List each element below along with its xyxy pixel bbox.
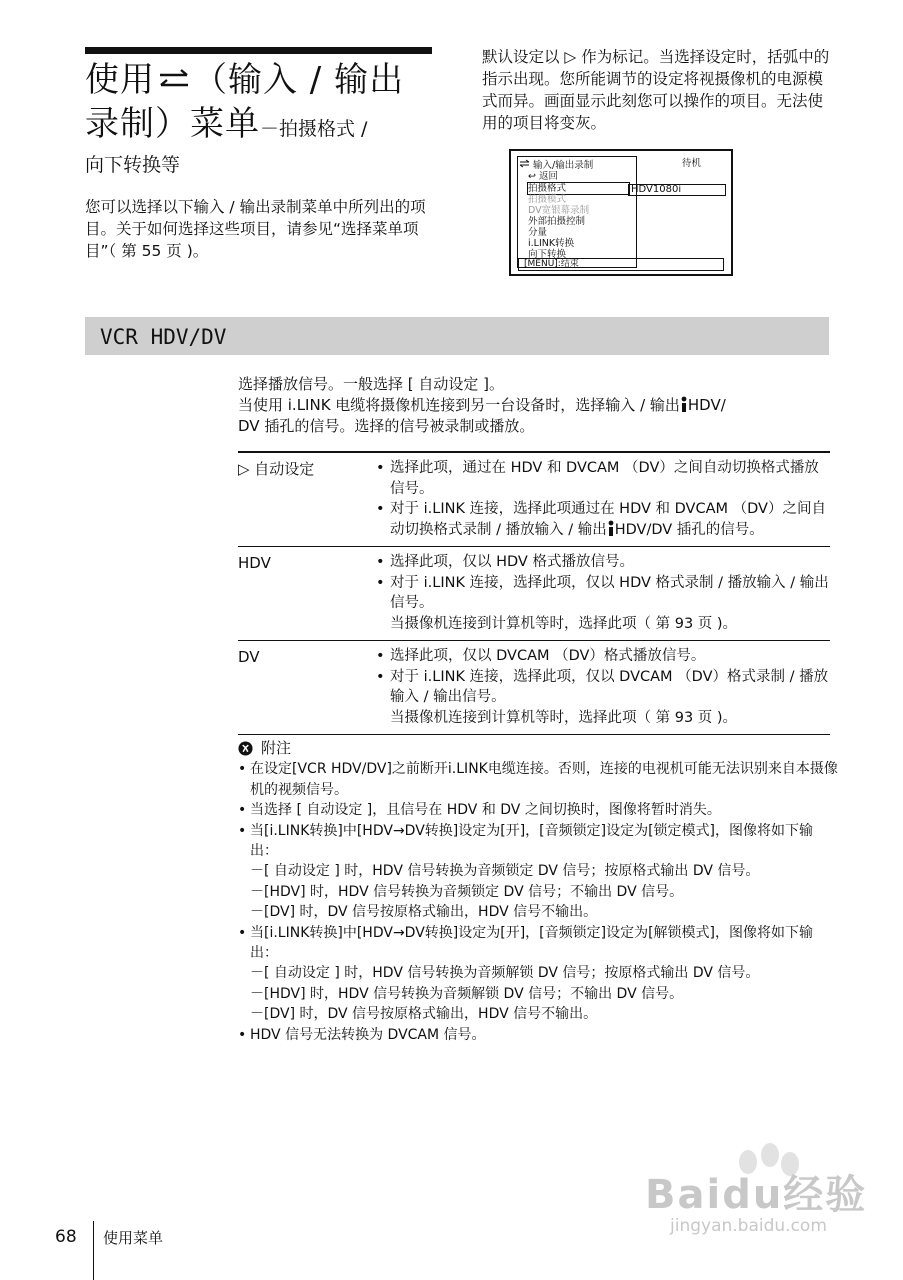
note-subitem: －[ 自动设定 ] 时，HDV 信号转换为音频锁定 DV 信号；按原格式输出 DV 信号。 <box>250 863 760 880</box>
footer-divider <box>93 1221 94 1280</box>
option-desc: • 对于 i.LINK 连接，选择此项通过在 HDV 和 DVCAM （DV）之间自动切换格式录制 / 播放输入 / 输出 HDV/DV 插孔的信号。 <box>374 499 830 540</box>
screen-return: ↩ 返回 <box>528 171 559 182</box>
option-desc: • 选择此项，仅以 DVCAM （DV）格式播放信号。 <box>374 646 830 667</box>
page-title <box>85 58 445 179</box>
option-desc: • 对于 i.LINK 连接，选择此项，仅以 HDV 格式录制 / 播放输入 / 输出信号。 <box>374 573 830 614</box>
ilink-icon <box>680 396 688 412</box>
watermark-brand: Baidu经验 <box>645 1172 868 1218</box>
note-item: • HDV 信号无法转换为 DVCAM 信号。 <box>238 1025 838 1045</box>
screen-menu-title: 输入/输出录制 <box>519 159 593 171</box>
note-item: • 当选择 [ 自动设定 ]，且信号在 HDV 和 DV 之间切换时，图像将暂时消失。 <box>238 800 838 820</box>
watermark-url: jingyan.baidu.com <box>670 1216 827 1236</box>
option-label: ▷ 自动设定 <box>238 460 315 478</box>
menu-screen-illustration <box>509 149 733 276</box>
note-subitem: －[HDV] 时，HDV 信号转换为音频解锁 DV 信号；不输出 DV 信号。 <box>250 985 684 1002</box>
screen-status: 待机 <box>681 158 701 169</box>
description-line: 选择播放信号。一般选择 [ 自动设定 ]。 <box>238 375 505 393</box>
option-desc: • 对于 i.LINK 连接，选择此项，仅以 DVCAM （DV）格式录制 / 播放输入 / 输出信号。 <box>374 667 830 708</box>
title-rule <box>85 47 432 54</box>
note-subitem: －[ 自动设定 ] 时，HDV 信号转换为音频解锁 DV 信号；按原格式输出 DV 信号。 <box>250 965 760 982</box>
default-note: 默认设定以 ▷ 作为标记。当选择设定时，括弧中的指示出现。您所能调节的设定将视摄像机的电源模式而异。画面显示此刻您可以操作的项目。无法使用的项目将变灰。 <box>482 48 830 132</box>
options-table <box>238 451 830 735</box>
screen-item-selected: 拍摄格式 <box>528 183 629 194</box>
option-label: DV <box>238 648 260 666</box>
notes <box>238 738 838 1045</box>
screen-footer: [MENU]:结束 <box>518 258 724 271</box>
title-text-3: 录制）菜单 <box>85 104 260 144</box>
input-output-icon <box>519 159 530 168</box>
table-row <box>238 453 830 547</box>
description-line: 当使用 i.LINK 电缆将摄像机连接到另一台设备时，选择输入 / 输出 HDV/ <box>238 396 726 414</box>
note-item: • 当[i.LINK转换]中[HDV→DV转换]设定为[开]，[音频锁定]设定为[锁定模式]，图像将如下输出： <box>238 821 838 862</box>
title-subtitle: －拍摄格式 / <box>260 118 368 140</box>
screen-item: 外部拍摄控制 <box>528 216 586 227</box>
note-item: • 在设定[VCR HDV/DV]之前断开i.LINK电缆连接。否则，连接的电视机可能无法识别来自本摄像机的视频信号。 <box>238 759 838 800</box>
screen-item: 拍摄模式 <box>528 194 567 205</box>
option-label: HDV <box>238 554 271 572</box>
option-desc: • 选择此项，通过在 HDV 和 DVCAM （DV）之间自动切换格式播放信号。 <box>374 458 830 499</box>
table-row <box>238 547 830 641</box>
screen-item: DV宽银幕录制 <box>528 205 590 216</box>
input-output-icon <box>157 67 191 93</box>
section-description <box>238 374 838 437</box>
title-text-1: 使用 <box>85 60 155 100</box>
title-text-2: （输入 / 输出 <box>193 60 405 100</box>
note-subitem: －[HDV] 时，HDV 信号转换为音频锁定 DV 信号；不输出 DV 信号。 <box>250 883 684 900</box>
description-line: DV 插孔的信号。选择的信号被录制或播放。 <box>238 417 535 435</box>
screen-item: 向下转换 <box>528 249 567 260</box>
note-icon <box>238 741 253 756</box>
option-desc: • 选择此项，仅以 HDV 格式播放信号。 <box>374 552 830 573</box>
page-number: 68 <box>55 1227 77 1247</box>
option-extra: 当摄像机连接到计算机等时，选择此项（ 第 93 页 )。 <box>390 709 738 726</box>
title-subtitle-2: 向下转换等 <box>85 154 181 176</box>
return-icon: ↩ <box>528 171 536 182</box>
table-row <box>238 641 830 735</box>
notes-heading: 附注 <box>238 738 838 758</box>
screen-item: i.LINK转换 <box>528 238 575 249</box>
note-subitem: －[DV] 时，DV 信号按原格式输出，HDV 信号不输出。 <box>250 904 598 921</box>
intro-paragraph: 您可以选择以下输入 / 输出录制菜单中所列出的项目。关于如何选择这些项目，请参见“选择菜单项目”（ 第 55 页 )。 <box>85 198 426 260</box>
footer-label: 使用菜单 <box>103 1229 164 1247</box>
screen-selected-value: HDV1080i <box>628 184 726 196</box>
screen-item: 分量 <box>528 227 548 238</box>
note-subitem: －[DV] 时，DV 信号按原格式输出，HDV 信号不输出。 <box>250 1006 598 1023</box>
note-item: • 当[i.LINK转换]中[HDV→DV转换]设定为[开]，[音频锁定]设定为[解锁模式]，图像将如下输出： <box>238 923 838 964</box>
section-title: VCR HDV/DV <box>100 325 227 349</box>
option-extra: 当摄像机连接到计算机等时，选择此项（ 第 93 页 )。 <box>390 615 738 632</box>
ilink-icon <box>607 520 615 536</box>
